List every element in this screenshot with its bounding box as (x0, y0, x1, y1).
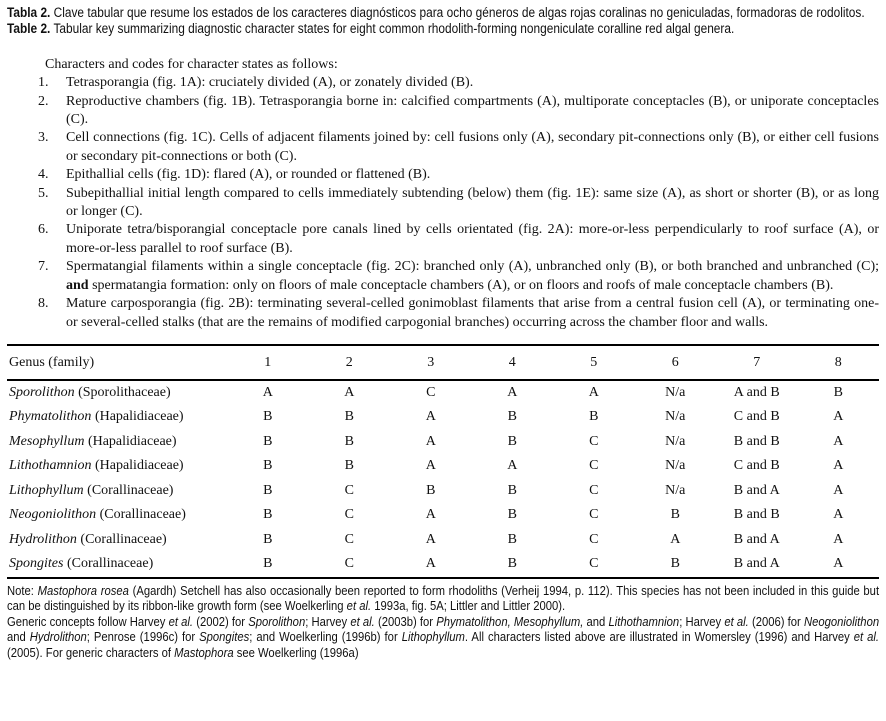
state-value-cell: N/a (665, 409, 686, 425)
table-row (7, 380, 879, 406)
state-value-cell: C (344, 507, 354, 523)
caption-english (7, 21, 879, 37)
state-value-cell: C (589, 458, 599, 474)
state-value-cell: B (670, 556, 680, 572)
state-value-cell: B and B (733, 507, 780, 523)
state-value-cell: C and B (733, 409, 780, 425)
character-item (38, 129, 879, 166)
text-segment: ; Harvey (305, 613, 351, 629)
state-value-cell: C (426, 384, 436, 400)
text-segment: (2006) for (748, 613, 804, 629)
genus-cell (7, 552, 227, 578)
character-column-header: 3 (390, 345, 472, 380)
text-segment: 1993a, fig. 5A; Littler and Littler 2000). (371, 598, 566, 614)
character-column-header: 8 (798, 345, 880, 380)
characters-intro: Characters and codes for character states as follows: (45, 56, 338, 72)
state-value-cell: B (589, 409, 599, 425)
text-segment: ; Penrose (1996c) for (86, 629, 200, 645)
text-segment: and (66, 277, 89, 293)
text-segment: et al. (350, 613, 375, 629)
family-name: (Hapalidiaceae) (91, 409, 184, 425)
character-item-number: 6. (38, 222, 49, 238)
text-segment: Lithophyllum (401, 629, 465, 645)
state-value-cell: B (263, 409, 273, 425)
state-value-cell: B (263, 507, 273, 523)
text-segment: Cell connections (fig. 1C). Cells of adjacent filaments joined by: cell fusions only (A), secondary pit-connections only (B), or either cell fusions or secondary pit-connections or both (C). (66, 130, 879, 164)
character-item-text (66, 129, 879, 166)
state-value-cell: A (833, 507, 844, 523)
genus-name: Sporolithon (9, 384, 75, 400)
table-body (7, 380, 879, 578)
character-item-text (66, 221, 879, 258)
state-value-cell: B (507, 433, 517, 449)
state-value-cell: C (344, 482, 354, 498)
text-segment: . All characters listed above are illustrated in Womersley (1996) and Harvey (464, 629, 854, 645)
state-value-cell: B and A (733, 482, 780, 498)
state-value-cell: B and A (733, 556, 780, 572)
text-segment: spermatangia formation: only on floors of male conceptacle chambers (A), or on floors and roofs of male conceptacle chambers (B). (88, 277, 834, 293)
state-value-cell: B (507, 556, 517, 572)
character-item-number: 2. (38, 93, 49, 109)
state-value-cell: B (507, 482, 517, 498)
state-value-cell: B (263, 531, 273, 547)
state-value-cell: C (589, 433, 599, 449)
genus-column-header: Genus (family) (7, 345, 227, 380)
text-segment: Reproductive chambers (fig. 1B). Tetrasporangia borne in: calcified compartments (A), multiporate conceptacles (B), or uniporate conceptacles (C). (66, 93, 879, 128)
state-value-cell: A (425, 409, 436, 425)
state-value-cell: A (507, 458, 518, 474)
character-column-header: 1 (227, 345, 309, 380)
genus-name: Hydrolithon (9, 531, 77, 547)
text-segment: see Woelkerling (1996a) (233, 644, 359, 660)
character-item (38, 74, 879, 92)
state-value-cell: A (833, 433, 844, 449)
text-segment: Mature carposporangia (fig. 2B): terminating several-celled gonimoblast filaments that arise from a central fusion cell (A), or terminating one- or several-celled stalks (that are the remains of modified carpogonial branches) occurring across the chamber floor and walls. (66, 296, 879, 330)
genus-name: Lithothamnion (9, 458, 92, 474)
character-item (38, 185, 879, 222)
text-segment: et al. (853, 629, 880, 645)
character-column-header: 4 (472, 345, 554, 380)
family-name: (Hapalidiaceae) (84, 433, 177, 449)
table-header (7, 345, 879, 380)
text-segment: Neogoniolithon (803, 613, 880, 629)
state-value-cell: B (344, 409, 354, 425)
genus-cell (7, 430, 227, 455)
state-value-cell: A (262, 384, 273, 400)
table-row (7, 454, 879, 479)
table-row (7, 405, 879, 430)
character-item (38, 221, 879, 258)
state-value-cell: B and A (733, 531, 780, 547)
state-value-cell: B (263, 556, 273, 572)
character-column-header: 6 (635, 345, 717, 380)
text-segment: ; and Woelkerling (1996b) for (249, 629, 402, 645)
family-name: (Corallinaceae) (96, 507, 186, 523)
text-segment: Generic concepts follow Harvey (7, 613, 169, 629)
text-segment: and (583, 613, 609, 629)
state-value-cell: A and B (733, 384, 780, 400)
caption-spanish-text: Clave tabular que resume los estados de los caracteres diagnósticos para ocho géneros de algas rojas coralinas no geniculadas, formadoras de rodolitos. (50, 5, 865, 20)
table-row (7, 503, 879, 528)
character-item (38, 258, 879, 295)
genus-name: Lithophyllum (9, 482, 84, 498)
table-row (7, 552, 879, 578)
family-name: (Corallinaceae) (63, 556, 154, 572)
text-segment: Spermatangial filaments within a single conceptacle (fig. 2C): branched only (A), unbranched only (B), or both branched and unbranched (C); (66, 259, 879, 275)
caption-spanish-label: Tabla 2. (7, 5, 51, 20)
table-row (7, 528, 879, 553)
text-segment: et al. (346, 598, 372, 614)
character-column-header: 7 (716, 345, 798, 380)
state-value-cell: C (344, 556, 354, 572)
state-value-cell: A (425, 458, 436, 474)
genus-cell (7, 503, 227, 528)
genus-name: Phymatolithon (9, 409, 92, 425)
character-item-text (66, 166, 879, 184)
character-item-number: 5. (38, 185, 49, 201)
state-value-cell: C (344, 531, 354, 547)
caption-english-label: Table 2. (7, 21, 51, 37)
state-value-cell: B (263, 482, 273, 498)
text-segment: (Agardh) Setchell has also occasionally been reported to form rhodoliths (Verheij 1994, p. 112). This species has not been included in this guide but can be distinguished by its ribbon-like growth form (see Woelkerling (7, 582, 880, 614)
text-segment: Subepithallial initial length compared to cells immediately subtending (below) them (fig. 1E): same size (A), as short or shorter (B), or as long or longer (C). (66, 185, 879, 220)
text-segment: (2003b) for (374, 613, 437, 629)
character-item (38, 295, 879, 332)
state-value-cell: N/a (665, 433, 686, 449)
state-value-cell: B (507, 531, 517, 547)
character-item-text (66, 74, 879, 92)
state-value-cell: B (426, 482, 436, 498)
state-value-cell: A (344, 384, 355, 400)
state-value-cell: A (833, 458, 844, 474)
character-item-text (66, 93, 879, 130)
state-value-cell: B (507, 409, 517, 425)
state-value-cell: N/a (665, 482, 686, 498)
text-segment: et al. (168, 613, 194, 629)
character-item-text (66, 295, 879, 332)
text-segment: Mastophora rosea (37, 582, 129, 598)
character-item (38, 166, 879, 184)
state-value-cell: C (589, 482, 599, 498)
caption-spanish (7, 5, 879, 21)
state-value-cell: A (425, 556, 436, 572)
text-segment: Mastophora (174, 644, 234, 660)
state-value-cell: N/a (665, 458, 686, 474)
family-name: (Corallinaceae) (76, 531, 167, 547)
state-value-cell: C (589, 507, 599, 523)
table-row (7, 430, 879, 455)
character-item (38, 93, 879, 130)
caption-english-text: Tabular key summarizing diagnostic character states for eight common rhodolith-forming nongeniculate coralline red algal genera. (50, 21, 735, 37)
character-column-header: 5 (553, 345, 635, 380)
state-value-cell: A (507, 384, 518, 400)
state-value-cell: B (344, 458, 354, 474)
text-segment: Tetrasporangia (fig. 1A): cruciately divided (A), or zonately divided (B). (66, 75, 474, 91)
state-value-cell: A (425, 433, 436, 449)
note-paragraph (7, 614, 879, 660)
genus-cell (7, 528, 227, 553)
text-segment: ; Harvey (679, 613, 725, 629)
text-segment: Epithallial cells (fig. 1D): flared (A), or rounded or flattened (B). (66, 167, 431, 183)
state-value-cell: A (833, 556, 844, 572)
state-value-cell: B (263, 433, 273, 449)
table-note (7, 583, 879, 660)
character-item-number: 1. (38, 75, 49, 91)
text-segment: Sporolithon (248, 613, 306, 629)
text-segment: and (7, 629, 30, 645)
state-value-cell: C and B (733, 458, 780, 474)
header-row (7, 345, 879, 380)
text-segment: Spongites (199, 629, 250, 645)
character-item-number: 7. (38, 259, 49, 275)
genus-cell (7, 454, 227, 479)
state-value-cell: B (263, 458, 273, 474)
state-value-cell: A (425, 531, 436, 547)
family-name: (Hapalidiaceae) (91, 458, 184, 474)
text-segment: (2005). For generic characters of (7, 644, 175, 660)
character-item-number: 8. (38, 296, 49, 312)
state-value-cell: B (670, 507, 680, 523)
state-value-cell: C (589, 531, 599, 547)
state-value-cell: A (833, 409, 844, 425)
character-column-header: 2 (309, 345, 391, 380)
genus-cell (7, 380, 227, 406)
text-segment: Uniporate tetra/bisporangial conceptacle pore canals lined by cells orientated (fig. 2A): more-or-less perpendicularly to roof surface (A), or more-or-less parallel to roof surface (B). (66, 222, 879, 256)
genus-name: Mesophyllum (9, 433, 85, 449)
state-value-cell: B (344, 433, 354, 449)
state-value-cell: C (589, 556, 599, 572)
note-paragraph (7, 583, 879, 614)
state-value-cell: B (833, 384, 843, 400)
text-segment: (2002) for (193, 613, 249, 629)
family-name: (Corallinaceae) (83, 482, 174, 498)
state-value-cell: A (425, 507, 436, 523)
genus-cell (7, 479, 227, 504)
character-list (38, 74, 879, 332)
text-segment: Lithothamnion (608, 613, 680, 629)
text-segment: Phymatolithon, Mesophyllum, (436, 613, 584, 629)
text-segment: Note: (7, 582, 38, 598)
state-value-cell: B (507, 507, 517, 523)
character-item-text (66, 258, 879, 295)
state-value-cell: N/a (665, 384, 686, 400)
state-value-cell: A (588, 384, 599, 400)
state-value-cell: A (833, 531, 844, 547)
state-value-cell: A (833, 482, 844, 498)
text-segment: Hydrolithon (29, 629, 87, 645)
family-name: (Sporolithaceae) (74, 384, 171, 400)
genus-character-table (7, 344, 879, 579)
character-item-number: 4. (38, 167, 49, 183)
text-segment: et al. (724, 613, 749, 629)
genus-name: Spongites (9, 556, 64, 572)
genus-name: Neogoniolithon (9, 507, 97, 523)
character-item-text (66, 185, 879, 222)
state-value-cell: B and B (733, 433, 780, 449)
genus-cell (7, 405, 227, 430)
table-row (7, 479, 879, 504)
state-value-cell: A (670, 531, 681, 547)
character-item-number: 3. (38, 130, 49, 146)
